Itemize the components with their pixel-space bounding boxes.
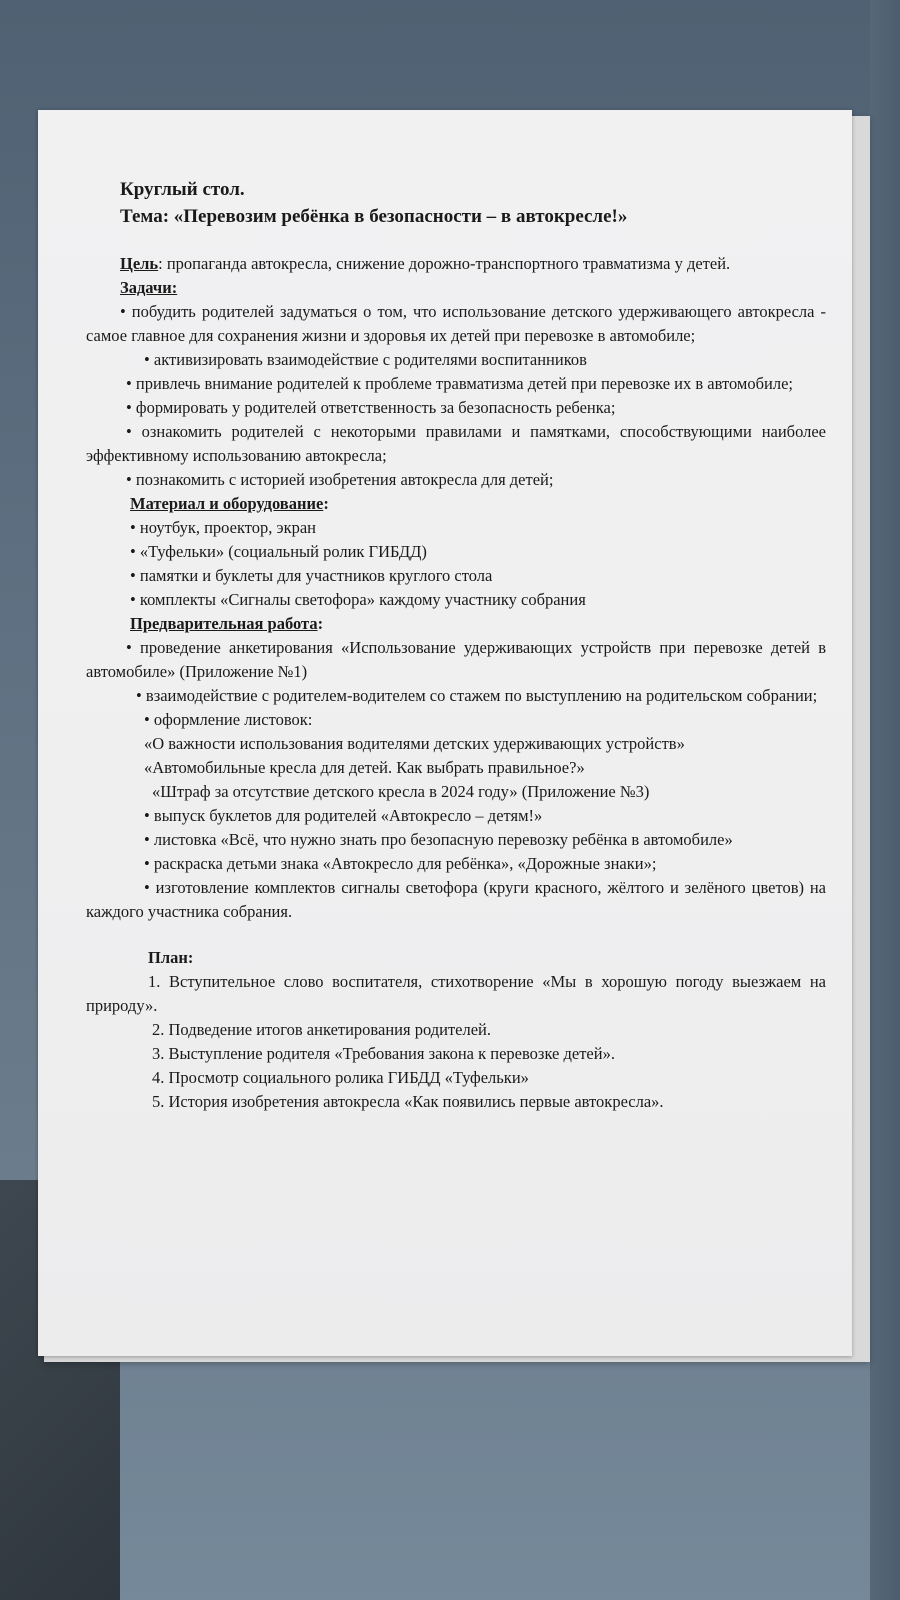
task-item-2: • активизировать взаимодействие с родителями воспитанников: [144, 350, 587, 369]
plan-item-5: 5. История изобретения автокресла «Как появились первые автокресла».: [152, 1092, 664, 1111]
preparation-leaflet-2: «Автомобильные кресла для детей. Как выбрать правильное?»: [144, 758, 585, 777]
task-item-6: • познакомить с историей изобретения автокресла для детей;: [126, 470, 554, 489]
plan-item-4: 4. Просмотр социального ролика ГИБДД «Туфельки»: [152, 1068, 529, 1087]
materials-label: Материал и оборудование: [130, 494, 324, 513]
material-item-4: • комплекты «Сигналы светофора» каждому участнику собрания: [130, 590, 586, 609]
document-page: [38, 110, 852, 1356]
task-item-4: • формировать у родителей ответственность за безопасность ребенка;: [126, 398, 616, 417]
preparation-heading: Предварительная работа:: [130, 614, 324, 633]
spacer: [86, 924, 826, 946]
preparation-item-2: • взаимодействие с родителем-водителем со стажем по выступлению на родительском собрании;: [136, 686, 818, 705]
plan-item-3: 3. Выступление родителя «Требования закона к перевозке детей».: [152, 1044, 615, 1063]
material-item-1: • ноутбук, проектор, экран: [130, 518, 316, 537]
document-content: [86, 176, 826, 1114]
preparation-item-5: • листовка «Всё, что нужно знать про безопасную перевозку ребёнка в автомобиле»: [144, 830, 733, 849]
tasks-heading: [86, 276, 826, 300]
preparation-item-6: • раскраска детьми знака «Автокресло для ребёнка», «Дорожные знаки»;: [144, 854, 657, 873]
preparation-leaflet-1: «О важности использования водителями детских удерживающих устройств»: [144, 734, 685, 753]
task-item-1: • побудить родителей задуматься о том, что использование детского удерживающего автокресла - самое главное для сохранения жизни и здоровья их детей при перевозке в автомобиле;: [86, 302, 826, 345]
preparation-item-3: • оформление листовок:: [144, 710, 313, 729]
goal-paragraph: [86, 252, 826, 276]
materials-heading: Материал и оборудование:: [130, 494, 329, 513]
title-line-1: Круглый стол.: [120, 179, 245, 200]
preparation-item-4: • выпуск буклетов для родителей «Автокресло – детям!»: [144, 806, 543, 825]
material-item-2: • «Туфельки» (социальный ролик ГИБДД): [130, 542, 427, 561]
goal-label: Цель: [120, 254, 159, 273]
plan-item-1: 1. Вступительное слово воспитателя, стихотворение «Мы в хорошую погоду выезжаем на природу».: [86, 972, 826, 1015]
title-line-2: Тема: «Перевозим ребёнка в безопасности – в автокресле!»: [120, 206, 628, 227]
material-item-3: • памятки и буклеты для участников круглого стола: [130, 566, 493, 585]
task-item-3: • привлечь внимание родителей к проблеме травматизма детей при перевозке их в автомобиле;: [126, 374, 793, 393]
plan-item-2: 2. Подведение итогов анкетирования родителей.: [152, 1020, 491, 1039]
preparation-item-7: • изготовление комплектов сигналы светофора (круги красного, жёлтого и зелёного цветов) на каждого участника собрания.: [86, 878, 826, 921]
plan-heading: План:: [148, 948, 194, 967]
tasks-label: Задачи:: [120, 278, 178, 297]
goal-text: : пропаганда автокресла, снижение дорожно-транспортного травматизма у детей.: [158, 254, 731, 273]
task-item-5: • ознакомить родителей с некоторыми правилами и памятками, способствующими наиболее эффективному использованию автокресла;: [86, 422, 826, 465]
spacer: [86, 230, 826, 252]
preparation-label: Предварительная работа: [130, 614, 318, 633]
background-stand-edge: [870, 0, 900, 1600]
preparation-item-1: • проведение анкетирования «Использование удерживающих устройств при перевозке детей в автомобиле» (Приложение №1): [86, 638, 826, 681]
preparation-leaflet-3: «Штраф за отсутствие детского кресла в 2024 году» (Приложение №3): [152, 782, 650, 801]
